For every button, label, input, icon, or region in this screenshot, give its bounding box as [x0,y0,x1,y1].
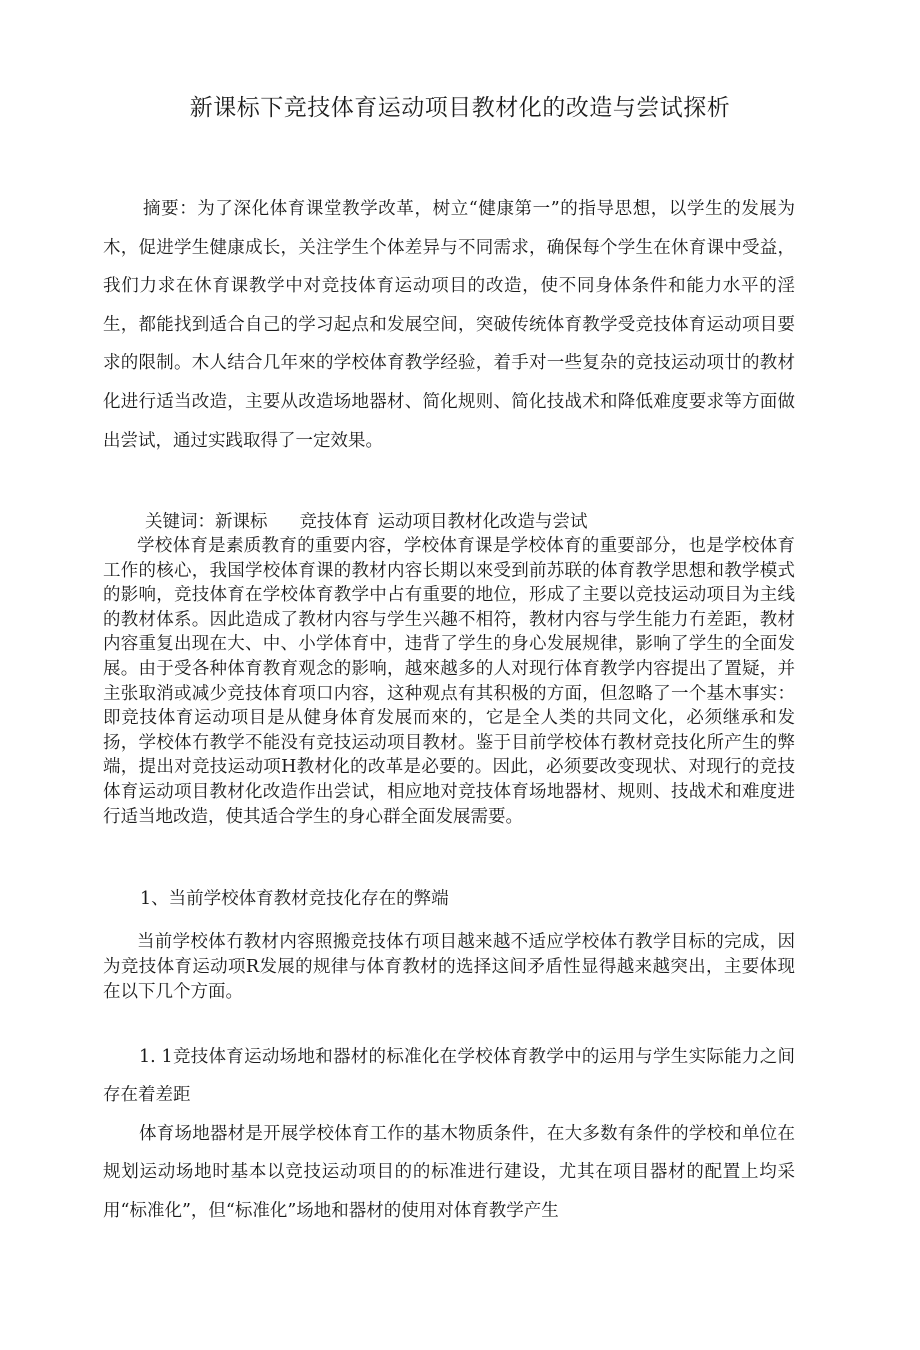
subsection-paragraph: 体育场地器材是开展学校体育工作的基木物质条件，在大多数有条件的学校和单位在规划运动场地时基本以竞技运动项目的的标准进行建设，尤其在项目器材的配置上均采用“标准化”，但“标准化”场地和器材的使用对体育教学产生 [103,1124,795,1221]
section-heading: 1、当前学校体育教材竞技化存在的弊端 [140,889,449,909]
subsection-heading: 1. 1竞技体育运动场地和器材的标准化在学校体育教学中的运用与学生实际能力之间存在着差距 [103,1047,795,1105]
document-title: 新课标下竞技体育运动项目教材化的改造与尝试探析 [189,95,731,121]
keyword-item: 竞技体育 [299,512,370,532]
section-paragraph: 当前学校体冇教材内容照搬竞技体冇项目越来越不适应学校体冇教学目标的完成，因为竞技体育运动项R发展的规律与体育教材的选择这间矛盾性显得越来越突出，主要体现在以下几个方面。 [103,932,795,1002]
keywords-label: 关键词：新课标 [145,512,268,532]
keyword-item: 运动项目教材化改造与尝试 [377,512,588,532]
abstract-paragraph: 摘要：为了深化体育课堂教学改革，树立“健康第一”的指导思想，以学生的发展为木，促进学生健康成长，关注学生个体差异与不同需求，确保每个学生在休育课中受益，我们力求在休育课教学中对竞技体育运动项目的改造，使不同身体条件和能力水平的淫生，都能找到适合自己的学习起点和发展空间，突破传统体育教学受竞技体育运动项目要求的限制。木人结合几年來的学校体育教学经验，着手对一些复杂的竞技运动项廿的教材化进行适当改造，主要从改造场地器材、简化规则、简化技战术和降低难度要求等方面做出尝试，通过实践取得了一定效果。 [103,199,795,451]
keywords-line [145,510,745,534]
intro-paragraph: 学校体育是素质教育的重要内容，学校体育课是学校体育的重要部分，也是学校体育工作的核心，我国学校体育课的教材内容长期以來受到前苏联的体育教学思想和教学模式的影响，竞技体育在学校体育教学中占有重要的地位，形成了主要以竞技运动项目为主线的教材体系。因此造成了教材内容与学生兴趣不相符，教材内容与学生能力冇差距，教材内容重复出现在大、中、小学体育中，违背了学生的身心发展规律，影响了学生的全面发展。由于受各种体育教育观念的影响，越來越多的人对现行体育教学内容提出了置疑，并主张取消或减少竞技体育项口内容，这种观点有其积极的方面，但忽略了一个基木事实：即竞技体育运动项目是从健身体育发展而來的，它是全人类的共同文化，必须继承和发扬，学校体冇教学不能没有竞技运动项目教材。鉴于目前学校体冇教材竞技化所产生的弊端，提出对竞技运动项H教材化的改革是必要的。因此，必须要改变现状、对现行的竞技体育运动项目教材化改造作出尝试，相应地对竞技体育场地器材、规则、技战术和难度进行适当地改造，使其适合学生的身心群全面发展需要。 [103,536,795,827]
